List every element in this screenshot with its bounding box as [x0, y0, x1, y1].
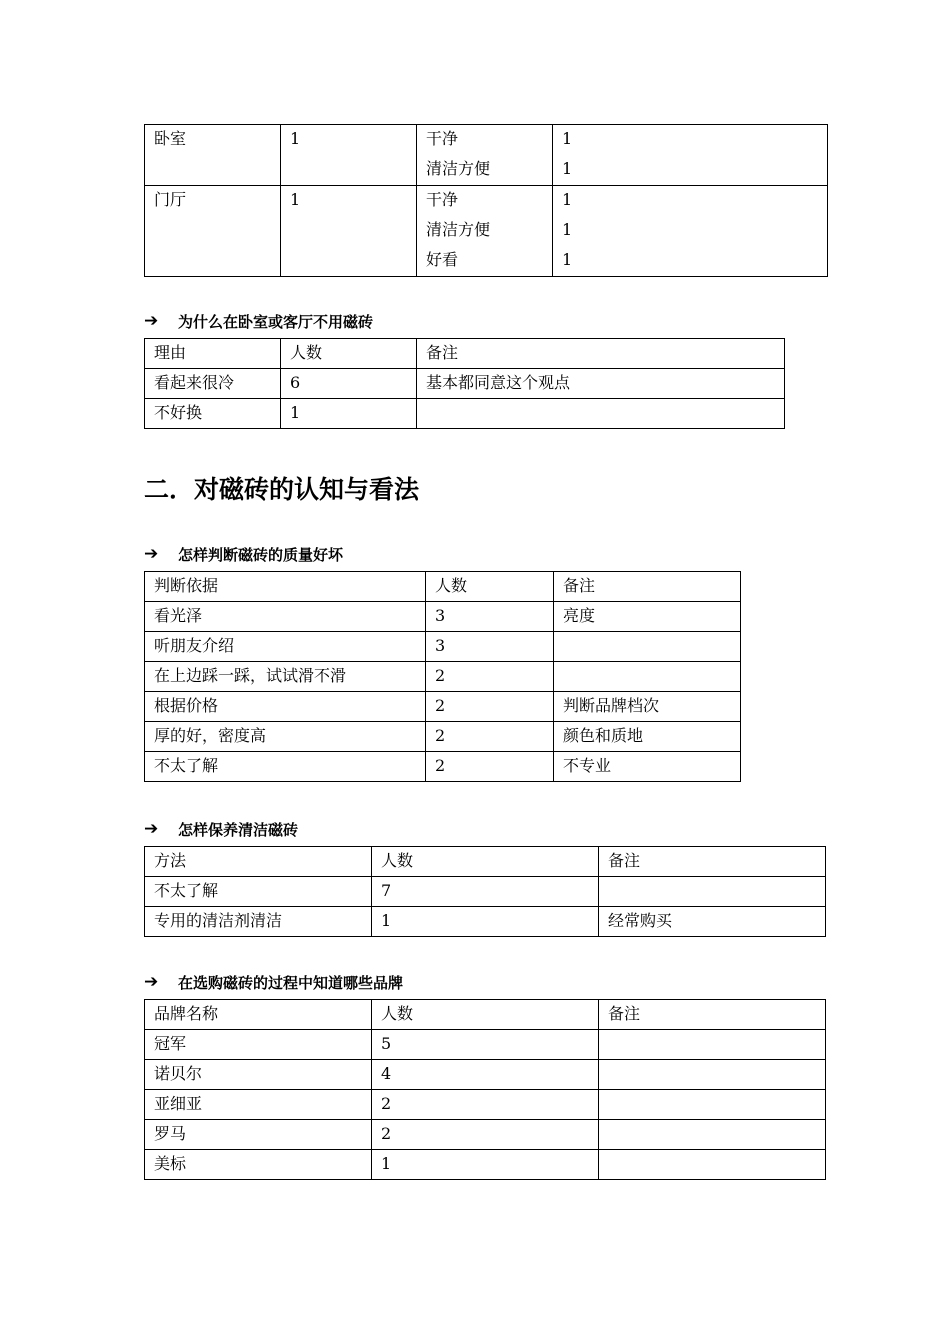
cell [554, 662, 741, 692]
quality-heading [144, 543, 343, 565]
cell: 亚细亚 [145, 1090, 372, 1120]
cell [599, 1060, 826, 1090]
cell: 3 [426, 632, 554, 662]
cell: 看起来很冷 [145, 369, 281, 399]
cell: 不好换 [145, 399, 281, 429]
header-cell: 理由 [145, 339, 281, 369]
reason-item: 清洁方便 [426, 159, 491, 178]
reason-cell [417, 125, 553, 186]
quality-table [144, 571, 741, 782]
table-header-row [145, 1000, 826, 1030]
reason-count: 1 [562, 159, 573, 178]
cell: 判断品牌档次 [554, 692, 741, 722]
table-row [145, 752, 741, 782]
heading-text: 怎样判断磁砖的质量好坏 [178, 545, 344, 564]
table-row [145, 1030, 826, 1060]
cell: 2 [372, 1120, 599, 1150]
cell: 2 [426, 722, 554, 752]
table-row [145, 602, 741, 632]
cell: 诺贝尔 [145, 1060, 372, 1090]
clean-table [144, 846, 826, 937]
heading-text: 为什么在卧室或客厅不用磁砖 [178, 312, 374, 331]
cell: 2 [426, 692, 554, 722]
cell: 冠军 [145, 1030, 372, 1060]
table-row [145, 722, 741, 752]
cell: 听朋友介绍 [145, 632, 426, 662]
cell [599, 1090, 826, 1120]
brands-heading [144, 971, 403, 993]
cell: 基本都同意这个观点 [417, 369, 785, 399]
reason-item: 清洁方便 [426, 220, 491, 239]
cell [599, 1030, 826, 1060]
reason-count-cell [553, 186, 828, 277]
cell: 美标 [145, 1150, 372, 1180]
table-row [145, 186, 828, 277]
header-cell: 品牌名称 [145, 1000, 372, 1030]
cell: 6 [281, 369, 417, 399]
arrow-right-icon: ➔ [144, 544, 159, 564]
cell: 7 [372, 877, 599, 907]
cell: 专用的清洁剂清洁 [145, 907, 372, 937]
cell: 不专业 [554, 752, 741, 782]
cell [417, 399, 785, 429]
header-cell: 备注 [417, 339, 785, 369]
table-row [145, 877, 826, 907]
room-cell: 门厅 [145, 186, 281, 277]
table-row [145, 1090, 826, 1120]
reason-count: 1 [562, 220, 573, 239]
reason-item: 干净 [426, 190, 459, 209]
cell: 在上边踩一踩，试试滑不滑 [145, 662, 426, 692]
cell: 经常购买 [599, 907, 826, 937]
cell: 亮度 [554, 602, 741, 632]
arrow-right-icon: ➔ [144, 819, 159, 839]
cell [599, 1120, 826, 1150]
header-cell: 人数 [281, 339, 417, 369]
cell [599, 1150, 826, 1180]
table-header-row [145, 572, 741, 602]
header-cell: 人数 [372, 1000, 599, 1030]
cell: 4 [372, 1060, 599, 1090]
brands-table [144, 999, 826, 1180]
heading-text: 怎样保养清洁磁砖 [178, 820, 299, 839]
section-title: 二．对磁砖的认知与看法 [144, 475, 420, 504]
header-cell: 备注 [554, 572, 741, 602]
reason-item: 干净 [426, 129, 459, 148]
reason-count: 1 [562, 250, 573, 269]
reason-count: 1 [562, 190, 573, 209]
count-cell: 1 [281, 186, 417, 277]
table-row [145, 907, 826, 937]
header-cell: 人数 [426, 572, 554, 602]
cell: 根据价格 [145, 692, 426, 722]
cell: 颜色和质地 [554, 722, 741, 752]
cell: 厚的好，密度高 [145, 722, 426, 752]
table-row [145, 369, 785, 399]
cell: 5 [372, 1030, 599, 1060]
reason-count-cell [553, 125, 828, 186]
cell: 罗马 [145, 1120, 372, 1150]
table-row [145, 1120, 826, 1150]
reason-count: 1 [562, 129, 573, 148]
arrow-right-icon: ➔ [144, 972, 159, 992]
cell: 2 [372, 1090, 599, 1120]
reason-item: 好看 [426, 250, 459, 269]
cell [599, 877, 826, 907]
header-cell: 判断依据 [145, 572, 426, 602]
table-row [145, 399, 785, 429]
cell [554, 632, 741, 662]
cell: 2 [426, 752, 554, 782]
table-header-row [145, 847, 826, 877]
table-row [145, 1060, 826, 1090]
why-not-heading [144, 310, 373, 332]
header-cell: 备注 [599, 1000, 826, 1030]
cell: 1 [281, 399, 417, 429]
rooms-table [144, 124, 828, 277]
why-not-table [144, 338, 785, 429]
cell: 不太了解 [145, 752, 426, 782]
clean-heading [144, 818, 298, 840]
cell: 1 [372, 907, 599, 937]
reason-cell [417, 186, 553, 277]
cell: 1 [372, 1150, 599, 1180]
table-header-row [145, 339, 785, 369]
cell: 2 [426, 662, 554, 692]
table-row [145, 125, 828, 186]
table-row [145, 692, 741, 722]
count-cell: 1 [281, 125, 417, 186]
heading-text: 在选购磁砖的过程中知道哪些品牌 [178, 973, 404, 992]
table-row [145, 662, 741, 692]
header-cell: 人数 [372, 847, 599, 877]
room-cell: 卧室 [145, 125, 281, 186]
table-row [145, 1150, 826, 1180]
arrow-right-icon: ➔ [144, 311, 159, 331]
header-cell: 备注 [599, 847, 826, 877]
header-cell: 方法 [145, 847, 372, 877]
cell: 不太了解 [145, 877, 372, 907]
table-row [145, 632, 741, 662]
cell: 3 [426, 602, 554, 632]
cell: 看光泽 [145, 602, 426, 632]
